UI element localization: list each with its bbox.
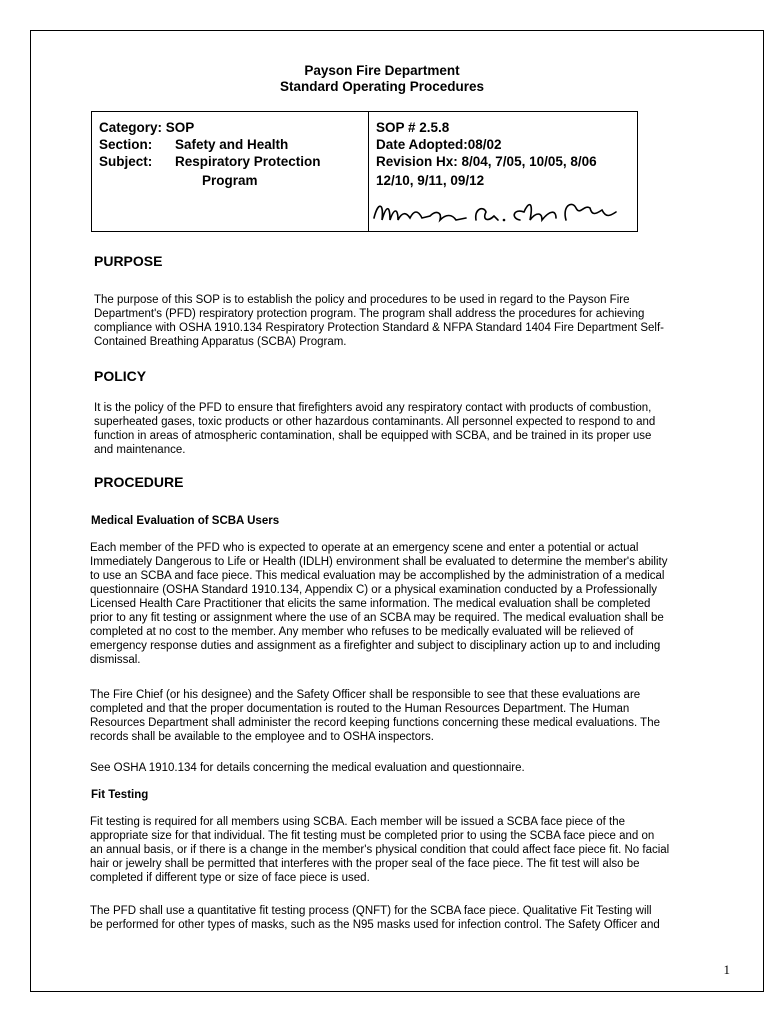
- text-line: Contained Breathing Apparatus (SCBA) Program.: [94, 336, 347, 348]
- text-line: The PFD shall use a quantitative fit testing process (QNFT) for the SCBA face piece. Qualitative Fit Testing will: [90, 905, 652, 917]
- subject-value: Respiratory Protection: [175, 154, 321, 169]
- text-line: questionnaire (OSHA Standard 1910.134, Appendix C) or a physical examination conducted by a Professionally: [90, 584, 658, 596]
- fit-testing-paragraph-2: [90, 904, 660, 932]
- text-line: The Fire Chief (or his designee) and the Safety Officer shall be responsible to see that these evaluations are: [90, 689, 641, 701]
- section-value: Safety and Health: [175, 137, 289, 152]
- text-line: compliance with OSHA 1910.134 Respiratory Protection Standard & NFPA Standard 1404 Fire Department Self-: [94, 322, 664, 334]
- subject-label: Subject:: [99, 154, 153, 169]
- text-line: completed at no cost to the member. Any member who refuses to be medically evaluated will be relieved of: [90, 626, 634, 638]
- text-line: appropriate size for that individual. The fit testing must be completed prior to using the SCBA face piece and on: [90, 830, 655, 842]
- section-label: Section:: [99, 137, 153, 152]
- fit-testing-paragraph-1: [90, 815, 669, 885]
- text-line: an annual basis, or if there is a change in the member's physical condition that could affect face piece fit. No facial: [90, 844, 670, 856]
- text-line: records shall be available to the employee and to OSHA inspectors.: [90, 731, 434, 743]
- text-line: and maintenance.: [94, 444, 186, 456]
- text-line: It is the policy of the PFD to ensure that firefighters avoid any respiratory contact with products of combustion,: [94, 402, 652, 414]
- text-line: Resources Department shall administer the record keeping functions concerning these medical evaluations. The: [90, 717, 660, 729]
- document-title: Payson Fire Department: [304, 63, 460, 78]
- text-line: hair or jewelry shall be permitted that interferes with the proper seal of the face piece. The fit test will also be: [90, 858, 640, 870]
- text-line: Each member of the PFD who is expected to operate at an emergency scene and enter a potential or actual: [90, 542, 639, 554]
- text-line: Immediately Dangerous to Life or Health (IDLH) environment shall be evaluated to determine the member's ability: [90, 556, 668, 568]
- text-line: to use an SCBA and face piece. This medical evaluation may be accomplished by the administration of a medical: [90, 570, 665, 582]
- text-line: superheated gases, toxic products or other hazardous contaminants. All personnel expected to respond to and: [94, 416, 656, 428]
- document-subtitle: Standard Operating Procedures: [279, 79, 485, 94]
- text-line: prior to any fit testing or assignment where the use of an SCBA may be required. The medical evaluation shall be: [90, 612, 664, 624]
- policy-heading: POLICY: [94, 368, 147, 384]
- text-line: Department's (PFD) respiratory protection program. The program shall address the procedures for achieving: [94, 308, 645, 320]
- text-line: Fit testing is required for all members using SCBA. Each member will be issued a SCBA face piece of the: [90, 816, 625, 828]
- category-label: Category: SOP: [99, 120, 195, 135]
- subject-value-continued: Program: [202, 173, 258, 188]
- table-divider: [368, 112, 369, 231]
- sop-info-table: [91, 111, 638, 232]
- text-line: dismissal.: [90, 654, 141, 666]
- sop-number: SOP # 2.5.8: [376, 120, 450, 135]
- medical-paragraph-3: [90, 761, 525, 775]
- purpose-heading: PURPOSE: [94, 253, 163, 269]
- text-line: Licensed Health Care Practitioner that elicits the same information. The medical evaluation shall be completed: [90, 598, 651, 610]
- procedure-heading: PROCEDURE: [94, 474, 184, 490]
- text-line: The purpose of this SOP is to establish the policy and procedures to be used in regard to the Payson Fire: [94, 294, 630, 306]
- signature-image: [370, 198, 632, 228]
- revision-history-continued: 12/10, 9/11, 09/12: [376, 173, 485, 188]
- text-line: emergency response duties and assignment as a firefighter and subject to disciplinary action up to and including: [90, 640, 661, 652]
- page-number: 1: [723, 962, 730, 977]
- text-line: See OSHA 1910.134 for details concerning the medical evaluation and questionnaire.: [90, 762, 525, 774]
- date-adopted: Date Adopted:08/02: [376, 137, 502, 152]
- purpose-paragraph: [94, 293, 664, 349]
- medical-paragraph-2: [90, 688, 660, 744]
- text-line: completed if different type or size of face piece is used.: [90, 872, 370, 884]
- medical-paragraph-1: [90, 541, 667, 667]
- revision-history: Revision Hx: 8/04, 7/05, 10/05, 8/06: [376, 154, 597, 169]
- text-line: completed and that the proper documentation is routed to the Human Resources Department. The Human: [90, 703, 630, 715]
- text-line: be performed for other types of masks, such as the N95 masks used for infection control. The Safety Officer and: [90, 919, 660, 931]
- medical-evaluation-heading: Medical Evaluation of SCBA Users: [91, 515, 280, 527]
- fit-testing-heading: Fit Testing: [91, 789, 149, 801]
- text-line: function in areas of atmospheric contamination, shall be equipped with SCBA, and be trained in its proper use: [94, 430, 652, 442]
- policy-paragraph: [94, 401, 655, 457]
